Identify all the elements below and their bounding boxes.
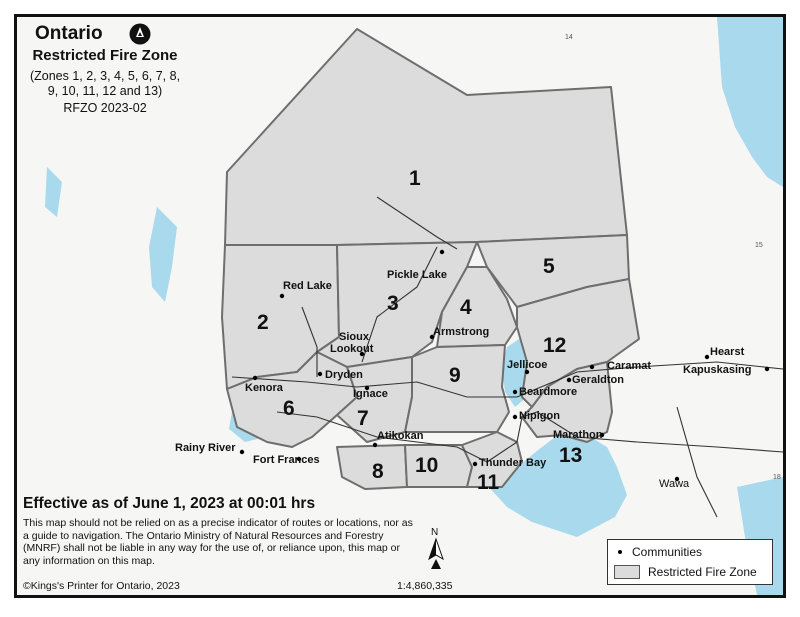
map-frame — [14, 14, 786, 598]
community-beardmore: Beardmore — [519, 386, 578, 398]
map-legend — [607, 539, 773, 585]
community-pickle-lake: Pickle Lake — [387, 269, 447, 281]
zone-12-label: 12 — [543, 334, 567, 357]
community-rainy-river: Rainy River — [175, 442, 236, 454]
community-kapuskasing: Kapuskasing — [683, 364, 752, 376]
community-marathon: Marathon — [553, 429, 603, 441]
north-label: N — [431, 527, 439, 538]
lake-winnipegosis-water — [45, 167, 62, 217]
disclaimer-text: This map should not be relied on as a precise indicator of routes or locations, nor as a guide to navigation. The Ontario Ministry of Natural Resources and Forestry (MNRF) shall not be liable in any way for the use of, or reliance upon, this map or any information on this map. — [23, 517, 413, 567]
zone-11-label: 11 — [477, 471, 500, 494]
zone-4-label: 4 — [460, 296, 472, 319]
map-title: Restricted Fire Zone — [32, 47, 178, 64]
scale-text: 1:4,860,335 — [397, 580, 453, 592]
north-arrow-icon — [423, 525, 449, 573]
community-thunder-bay: Thunder Bay — [479, 457, 547, 469]
hudson-bay-water — [717, 17, 783, 187]
community-kenora: Kenora — [245, 382, 283, 394]
highway-18-label: 18 — [773, 474, 781, 481]
community-nipigon: Nipigon — [519, 410, 560, 422]
legend-restricted-row — [614, 564, 757, 580]
community-dot-icon — [618, 550, 622, 554]
community-fort-frances: Fort Frances — [253, 454, 320, 466]
effective-date: Effective as of June 1, 2023 at 00:01 hrs — [23, 495, 316, 512]
community-armstrong: Armstrong — [433, 326, 490, 338]
zone-13-label: 13 — [559, 444, 583, 467]
legend-restricted-label: Restricted Fire Zone — [648, 565, 757, 579]
restricted-zone-swatch — [614, 565, 640, 579]
community-caramat: Caramat — [607, 360, 652, 372]
community-wawa: Wawa — [659, 478, 690, 490]
zone-9-label: 9 — [449, 364, 461, 387]
community-atikokan: Atikokan — [377, 430, 424, 442]
legend-communities-label: Communities — [632, 545, 703, 559]
lake-winnipeg-water — [149, 207, 177, 302]
community-red-lake: Red Lake — [283, 280, 332, 292]
zone-10-label: 10 — [415, 454, 439, 477]
zone-8-label: 8 — [372, 460, 384, 483]
community-dryden: Dryden — [325, 369, 363, 381]
zone-5-label: 5 — [543, 255, 555, 278]
highway-14-label: 14 — [565, 34, 573, 41]
zone-1-label: 1 — [409, 167, 421, 190]
order-code: RFZO 2023-02 — [63, 101, 147, 115]
trillium-logo-icon — [129, 23, 151, 45]
community-ignace: Ignace — [353, 388, 388, 400]
community-geraldton: Geraldton — [572, 374, 624, 386]
copyright-text: ©Kings's Printer for Ontario, 2023 — [23, 580, 180, 592]
zone-7-label: 7 — [357, 407, 369, 430]
community-jellicoe: Jellicoe — [507, 359, 548, 371]
zone-3-label: 3 — [387, 292, 399, 315]
sioux-lookout-line-1: Sioux — [339, 331, 369, 343]
ontario-brand: Ontario — [35, 23, 103, 44]
highway-15-label: 15 — [755, 242, 763, 249]
sioux-lookout-line-2: Lookout — [330, 343, 374, 355]
zones-line: (Zones 1, 2, 3, 4, 5, 6, 7, 8, 9, 10, 11, 12 and 13) — [29, 69, 181, 98]
legend-communities-row — [614, 544, 702, 560]
community-hearst: Hearst — [710, 346, 745, 358]
zone-6-label: 6 — [283, 397, 295, 420]
zone-2-label: 2 — [257, 311, 269, 334]
zone-1-area — [225, 29, 627, 245]
zone-9-area — [405, 345, 509, 432]
